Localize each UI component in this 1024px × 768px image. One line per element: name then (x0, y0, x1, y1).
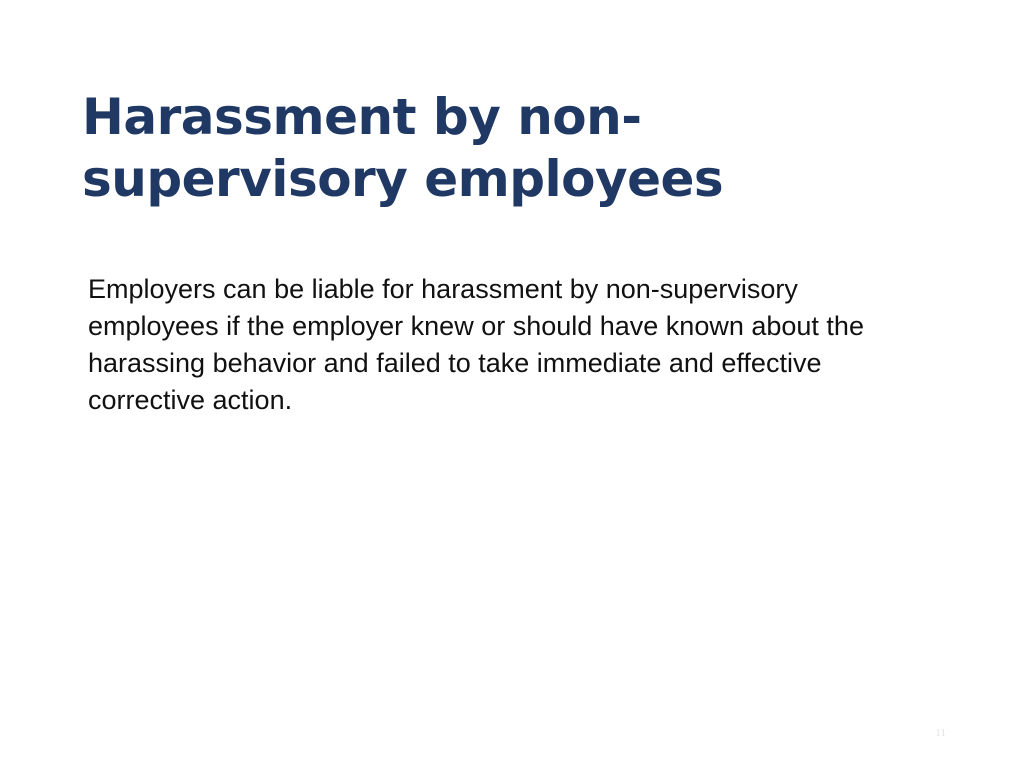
slide-title (82, 86, 942, 210)
slide-title-line-1: Harassment by non- (82, 88, 642, 146)
slide-page-number: 11 (935, 727, 946, 739)
slide-title-line-2: supervisory employees (82, 150, 724, 208)
slide-body-text: Employers can be liable for harassment by non-supervisory employees if the employer knew or should have known about the harassing behavior and failed to take immediate and effective corrective action. (88, 274, 864, 415)
